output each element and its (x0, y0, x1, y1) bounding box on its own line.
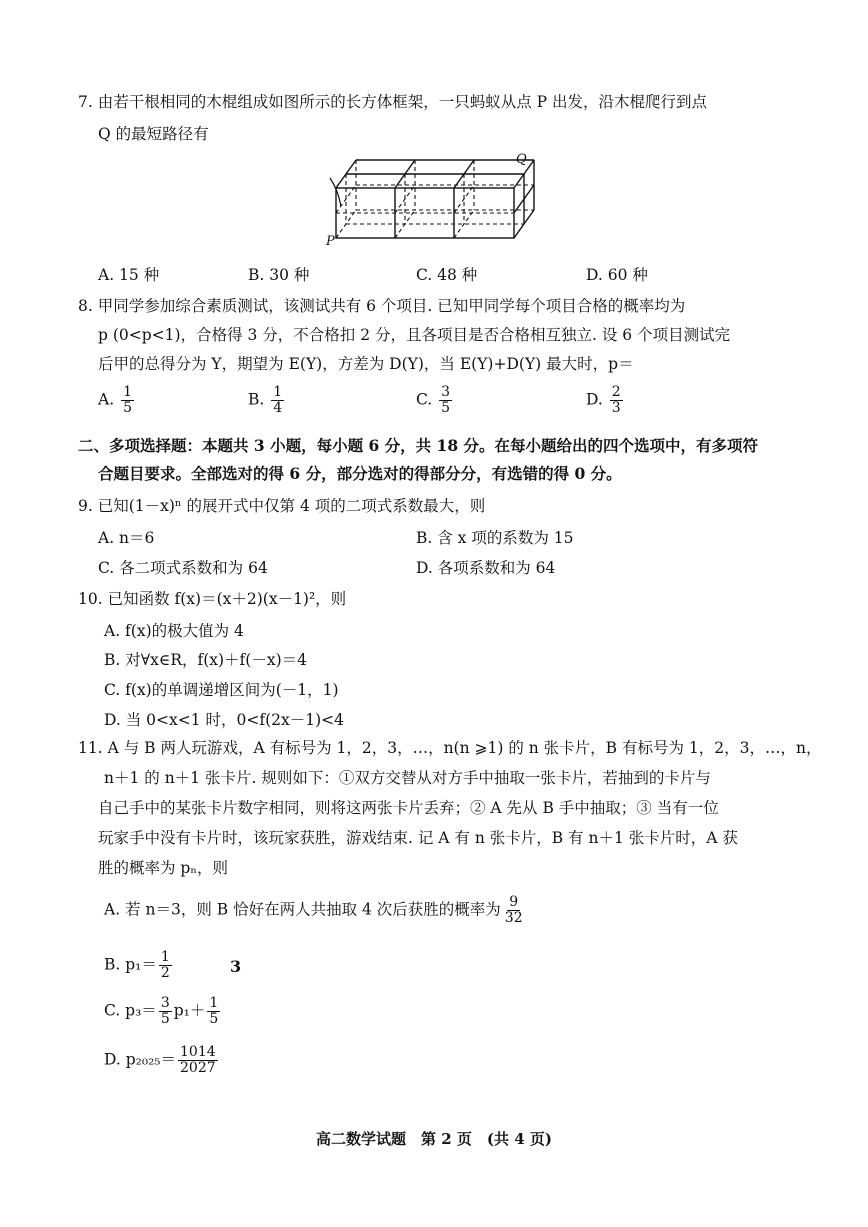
q11-line5: 胜的概率为 pₙ，则 (98, 859, 229, 877)
q11-option-d[interactable] (104, 1045, 220, 1076)
q11-option-c[interactable] (104, 996, 222, 1027)
q8-option-a-label: A. (98, 390, 115, 409)
q9-stem: 9. 已知(1－x)ⁿ 的展开式中仅第 4 项的二项式系数最大，则 (78, 497, 486, 515)
label-p: P (326, 234, 335, 249)
q8-option-c[interactable] (416, 385, 454, 416)
stray-mark: 3 (230, 957, 242, 976)
q8-option-c-label: C. (416, 390, 433, 409)
q7-option-d[interactable]: D. 60 种 (586, 266, 648, 284)
section2-line1: 二、多项选择题：本题共 3 小题，每小题 6 分，共 18 分。在每小题给出的四个选项中，有多项符 (78, 436, 759, 455)
q10-stem: 10. 已知函数 f(x)＝(x＋2)(x－1)²，则 (78, 590, 347, 608)
q8-option-d-fraction: $\frac{2}{3}$ (611, 384, 621, 416)
q11-option-d-label: D. p₂₀₂₅＝ (104, 1050, 177, 1069)
q8-option-c-fraction: $\frac{3}{5}$ (441, 384, 451, 416)
q11-option-c-label: C. p₃＝ (104, 1001, 157, 1020)
q10-option-c[interactable]: C. f(x)的单调递增区间为(－1，1) (104, 681, 339, 699)
q11-option-a-text: A. 若 n＝3，则 B 恰好在两人共抽取 4 次后获胜的概率为 (104, 900, 501, 919)
q11-option-a[interactable] (104, 895, 527, 926)
q9-option-c[interactable]: C. 各二项式系数和为 64 (98, 559, 268, 577)
q7-option-c[interactable]: C. 48 种 (416, 266, 478, 284)
q8-line1: 8. 甲同学参加综合素质测试，该测试共有 6 个项目. 已知甲同学每个项目合格的概率均为 (78, 297, 686, 315)
q11-option-b[interactable] (104, 950, 174, 981)
section2-line2: 合题目要求。全部选对的得 6 分，部分选对的得部分分，有选错的得 0 分。 (98, 464, 622, 483)
q9-option-b[interactable]: B. 含 x 项的系数为 15 (416, 529, 574, 547)
q11-line1: 11. A 与 B 两人玩游戏，A 有标号为 1，2，3，…，n(n ⩾1) 的 n 张卡片，B 有标号为 1，2，3，…，n， (78, 739, 822, 757)
label-q: Q (516, 152, 527, 167)
q7-option-a[interactable]: A. 15 种 (98, 266, 160, 284)
q8-line3: 后甲的总得分为 Y，期望为 E(Y)，方差为 D(Y)，当 E(Y)+D(Y) 最大时，p＝ (98, 355, 634, 373)
q8-option-a[interactable] (98, 385, 136, 416)
q10-option-a[interactable]: A. f(x)的极大值为 4 (104, 622, 244, 640)
cuboid-frame-figure (0, 150, 868, 250)
q8-option-b-label: B. (248, 390, 265, 409)
q9-option-d[interactable]: D. 各项系数和为 64 (416, 559, 556, 577)
q11-option-d-fraction: $\frac{1014}{2027}$ (180, 1044, 216, 1076)
page-footer: 高二数学试题 第 2 页 (共 4 页) (316, 1130, 552, 1148)
q8-option-b-fraction: $\frac{1}{4}$ (273, 384, 283, 416)
q11-option-c-fraction-1: $\frac{3}{5}$ (160, 995, 170, 1027)
q11-option-b-fraction: $\frac{1}{2}$ (160, 949, 170, 981)
q8-option-d[interactable] (586, 385, 625, 416)
q11-line2: n＋1 的 n＋1 张卡片. 规则如下：①双方交替从对方手中抽取一张卡片，若抽到的卡片与 (104, 769, 711, 787)
q7-option-b[interactable]: B. 30 种 (248, 266, 310, 284)
q11-option-a-fraction: $\frac{9}{32}$ (504, 894, 523, 926)
q11-line3: 自己手中的某张卡片数字相同，则将这两张卡片丢弃；② A 先从 B 手中抽取；③ 当有一位 (98, 799, 719, 817)
q7-line2: Q 的最短路径有 (98, 125, 209, 143)
q8-option-b[interactable] (248, 385, 286, 416)
q11-line4: 玩家手中没有卡片时，该玩家获胜，游戏结束. 记 A 有 n 张卡片，B 有 n＋1 张卡片时，A 获 (98, 829, 738, 847)
q11-option-b-label: B. p₁＝ (104, 955, 157, 974)
q11-option-c-fraction-2: $\frac{1}{5}$ (209, 995, 219, 1027)
q8-option-a-fraction: $\frac{1}{5}$ (123, 384, 132, 416)
q11-option-c-mid: p₁＋ (173, 1001, 206, 1020)
q9-option-a[interactable]: A. n＝6 (98, 529, 155, 547)
q7-line1: 7. 由若干根相同的木棍组成如图所示的长方体框架，一只蚂蚁从点 P 出发，沿木棍爬行到点 (78, 93, 708, 111)
q10-option-d[interactable]: D. 当 0<x<1 时，0<f(2x－1)<4 (104, 711, 345, 729)
q8-option-d-label: D. (586, 390, 603, 409)
q8-line2: p (0<p<1)，合格得 3 分，不合格扣 2 分，且各项目是否合格相互独立. 设 6 个项目测试完 (98, 326, 731, 344)
q10-option-b[interactable]: B. 对∀x∈R，f(x)＋f(－x)＝4 (104, 651, 307, 669)
